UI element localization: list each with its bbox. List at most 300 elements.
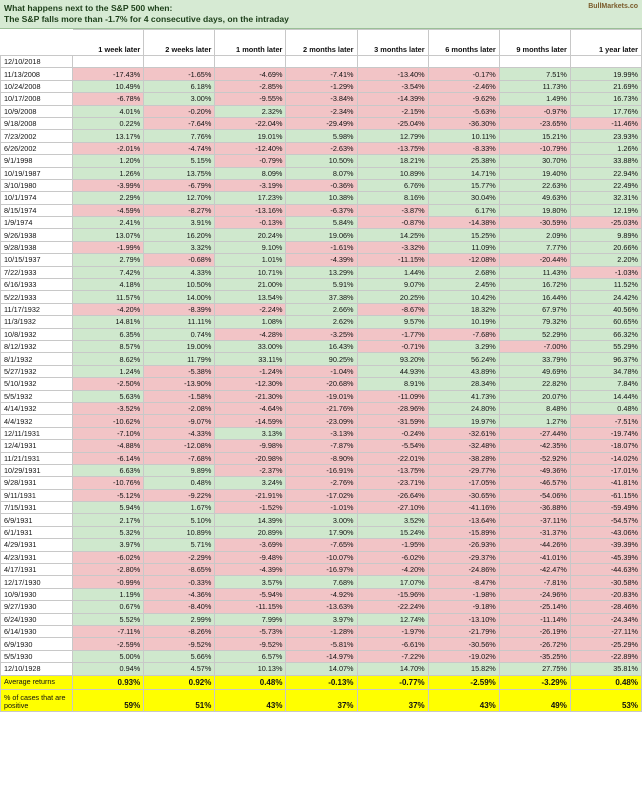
return-cell: -4.39% [286, 254, 357, 266]
return-cell: -13.64% [428, 514, 499, 526]
table-row [1, 266, 642, 278]
row-date-cell: 10/9/2008 [1, 105, 73, 117]
return-cell: -2.01% [73, 142, 144, 154]
return-cell: -29.77% [428, 464, 499, 476]
row-date-cell: 4/14/1932 [1, 402, 73, 414]
return-cell: -9.62% [428, 93, 499, 105]
average-return-value: -3.29% [499, 675, 570, 689]
return-cell: -7.11% [73, 625, 144, 637]
return-cell: 6.35% [73, 328, 144, 340]
return-cell: 2.99% [144, 613, 215, 625]
row-date-cell: 10/19/1987 [1, 167, 73, 179]
return-cell: 90.25% [286, 353, 357, 365]
row-date-cell: 12/10/2018 [1, 56, 73, 68]
return-cell: 19.00% [144, 340, 215, 352]
table-row [1, 514, 642, 526]
table-row [1, 340, 642, 352]
return-cell: -11.15% [215, 601, 286, 613]
return-cell: -9.98% [215, 440, 286, 452]
return-cell: -7.41% [286, 68, 357, 80]
return-cell: 3.00% [286, 514, 357, 526]
return-cell: -11.15% [357, 254, 428, 266]
return-cell [215, 56, 286, 68]
return-cell: 20.07% [499, 390, 570, 402]
row-date-cell: 11/21/1931 [1, 452, 73, 464]
row-date-cell: 10/15/1937 [1, 254, 73, 266]
return-cell: -8.40% [144, 601, 215, 613]
return-cell: 14.07% [286, 663, 357, 675]
return-cell: 23.93% [570, 130, 641, 142]
return-cell: -11.14% [499, 613, 570, 625]
return-cell: 3.32% [144, 241, 215, 253]
return-cell: -22.01% [357, 452, 428, 464]
return-cell: 17.90% [286, 526, 357, 538]
return-cell: -2.63% [286, 142, 357, 154]
table-header [1, 30, 642, 56]
return-cell: -52.92% [499, 452, 570, 464]
return-cell: -2.29% [144, 551, 215, 563]
return-cell: -27.10% [357, 502, 428, 514]
return-cell: 4.18% [73, 279, 144, 291]
return-cell: -24.86% [428, 564, 499, 576]
return-cell: 19.97% [428, 415, 499, 427]
row-date-cell: 5/27/1932 [1, 365, 73, 377]
table-row [1, 93, 642, 105]
return-cell: 5.10% [144, 514, 215, 526]
return-cell: 1.24% [73, 365, 144, 377]
return-cell: 0.48% [144, 477, 215, 489]
return-cell: -0.13% [215, 217, 286, 229]
return-cell: -43.06% [570, 526, 641, 538]
return-cell: 14.00% [144, 291, 215, 303]
table-row [1, 80, 642, 92]
return-cell: 1.01% [215, 254, 286, 266]
return-cell: 10.50% [286, 155, 357, 167]
return-cell: 7.68% [286, 576, 357, 588]
return-cell: 13.17% [73, 130, 144, 142]
header-band [0, 0, 642, 29]
return-cell: -39.39% [570, 539, 641, 551]
return-cell: -3.99% [73, 179, 144, 191]
return-cell: 2.79% [73, 254, 144, 266]
return-cell: 40.56% [570, 303, 641, 315]
column-header: 2 weeks later [144, 30, 215, 56]
return-cell [144, 56, 215, 68]
row-date-cell: 4/17/1931 [1, 564, 73, 576]
return-cell: 52.29% [499, 328, 570, 340]
return-cell: 14.81% [73, 316, 144, 328]
table-row [1, 229, 642, 241]
return-cell: -21.91% [215, 489, 286, 501]
table-row [1, 415, 642, 427]
return-cell: 1.27% [499, 415, 570, 427]
return-cell: 9.89% [570, 229, 641, 241]
return-cell: -8.47% [428, 576, 499, 588]
row-date-cell: 11/17/1932 [1, 303, 73, 315]
average-return-value: -0.77% [357, 675, 428, 689]
table-row [1, 601, 642, 613]
return-cell: -59.49% [570, 502, 641, 514]
row-date-cell: 12/4/1931 [1, 440, 73, 452]
row-date-cell: 7/22/1933 [1, 266, 73, 278]
return-cell: -24.96% [499, 588, 570, 600]
return-cell: 1.08% [215, 316, 286, 328]
return-cell: -9.22% [144, 489, 215, 501]
row-date-cell: 6/1/1931 [1, 526, 73, 538]
return-cell: 66.32% [570, 328, 641, 340]
return-cell: 5.63% [73, 390, 144, 402]
return-cell: -1.28% [286, 625, 357, 637]
return-cell: -21.30% [215, 390, 286, 402]
return-cell: 5.00% [73, 650, 144, 662]
return-cell [73, 56, 144, 68]
return-cell: -30.65% [428, 489, 499, 501]
return-cell: 9.10% [215, 241, 286, 253]
row-date-cell: 6/24/1930 [1, 613, 73, 625]
return-cell: -26.64% [357, 489, 428, 501]
return-cell: 43.89% [428, 365, 499, 377]
average-returns-row [1, 675, 642, 689]
return-cell: 12.79% [357, 130, 428, 142]
return-cell: 22.82% [499, 378, 570, 390]
return-cell: 5.84% [286, 217, 357, 229]
return-cell: 2.68% [428, 266, 499, 278]
return-cell: 33.88% [570, 155, 641, 167]
return-cell: -6.14% [73, 452, 144, 464]
return-cell: 5.91% [286, 279, 357, 291]
table-row [1, 155, 642, 167]
table-row [1, 502, 642, 514]
return-cell: -61.15% [570, 489, 641, 501]
return-cell: -0.36% [286, 179, 357, 191]
return-cell: 12.74% [357, 613, 428, 625]
return-cell: -15.96% [357, 588, 428, 600]
return-cell: 16.72% [499, 279, 570, 291]
return-cell: -11.09% [357, 390, 428, 402]
row-date-cell: 12/10/1928 [1, 663, 73, 675]
column-header: 1 week later [73, 30, 144, 56]
return-cell: 17.23% [215, 192, 286, 204]
row-date-cell: 10/1/1974 [1, 192, 73, 204]
return-cell: -8.33% [428, 142, 499, 154]
return-cell: 2.32% [215, 105, 286, 117]
return-cell: -3.84% [286, 93, 357, 105]
table-row [1, 192, 642, 204]
return-cell: 20.66% [570, 241, 641, 253]
brand-label: BullMarkets.co [588, 3, 638, 10]
return-cell: -16.97% [286, 564, 357, 576]
return-cell: -36.30% [428, 117, 499, 129]
return-cell: 3.97% [286, 613, 357, 625]
return-cell: -8.26% [144, 625, 215, 637]
return-cell: -3.52% [73, 402, 144, 414]
header-row [1, 30, 642, 56]
return-cell: 6.18% [144, 80, 215, 92]
return-cell: -0.99% [73, 576, 144, 588]
return-cell: -4.69% [215, 68, 286, 80]
return-cell: 10.71% [215, 266, 286, 278]
return-cell: -1.01% [286, 502, 357, 514]
return-cell: -37.11% [499, 514, 570, 526]
return-cell: 4.57% [144, 663, 215, 675]
return-cell: -0.33% [144, 576, 215, 588]
return-cell: 79.32% [499, 316, 570, 328]
table-row [1, 68, 642, 80]
return-cell: 35.81% [570, 663, 641, 675]
return-cell: -12.40% [215, 142, 286, 154]
row-date-cell: 8/15/1974 [1, 204, 73, 216]
return-cell: 15.82% [428, 663, 499, 675]
return-cell: -7.68% [144, 452, 215, 464]
return-cell: -9.52% [215, 638, 286, 650]
return-cell: -2.76% [286, 477, 357, 489]
row-date-cell: 10/8/1932 [1, 328, 73, 340]
return-cell: -4.39% [215, 564, 286, 576]
return-cell: 3.13% [215, 427, 286, 439]
table-row [1, 526, 642, 538]
return-cell: 11.73% [499, 80, 570, 92]
table-footer [1, 675, 642, 711]
return-cell: 22.63% [499, 179, 570, 191]
table-row [1, 440, 642, 452]
column-header: 9 months later [499, 30, 570, 56]
return-cell: 20.25% [357, 291, 428, 303]
return-cell: -23.09% [286, 415, 357, 427]
return-cell: 3.91% [144, 217, 215, 229]
return-cell [286, 56, 357, 68]
return-cell: -14.02% [570, 452, 641, 464]
return-cell: -36.88% [499, 502, 570, 514]
return-cell: 14.71% [428, 167, 499, 179]
return-cell: -30.59% [499, 217, 570, 229]
return-cell: 49.69% [499, 365, 570, 377]
return-cell: 10.89% [144, 526, 215, 538]
return-cell: 8.16% [357, 192, 428, 204]
percent-positive-value: 37% [286, 689, 357, 711]
return-cell: 2.17% [73, 514, 144, 526]
return-cell: -8.67% [357, 303, 428, 315]
table-row [1, 489, 642, 501]
average-return-value: -2.59% [428, 675, 499, 689]
return-cell: 10.89% [357, 167, 428, 179]
return-cell: -3.13% [286, 427, 357, 439]
return-cell: 55.29% [570, 340, 641, 352]
table-row [1, 390, 642, 402]
return-cell: 5.71% [144, 539, 215, 551]
return-cell: 3.57% [215, 576, 286, 588]
return-cell: -44.63% [570, 564, 641, 576]
table-row [1, 650, 642, 662]
return-cell: -2.24% [215, 303, 286, 315]
return-cell: 2.66% [286, 303, 357, 315]
return-cell: -3.87% [357, 204, 428, 216]
return-cell: 24.80% [428, 402, 499, 414]
return-cell: -14.59% [215, 415, 286, 427]
return-cell: 0.22% [73, 117, 144, 129]
table-row [1, 625, 642, 637]
return-cell: -6.78% [73, 93, 144, 105]
return-cell: -3.54% [357, 80, 428, 92]
return-cell: 22.49% [570, 179, 641, 191]
return-cell: -4.20% [73, 303, 144, 315]
return-cell: 10.11% [428, 130, 499, 142]
return-cell: -9.48% [215, 551, 286, 563]
table-body [1, 56, 642, 676]
table-row [1, 130, 642, 142]
row-date-cell: 5/22/1933 [1, 291, 73, 303]
row-date-cell: 12/11/1931 [1, 427, 73, 439]
return-cell: -7.10% [73, 427, 144, 439]
return-cell: 11.52% [570, 279, 641, 291]
row-date-cell: 1/9/1974 [1, 217, 73, 229]
return-cell: 28.34% [428, 378, 499, 390]
percent-positive-value: 43% [428, 689, 499, 711]
return-cell: 8.07% [286, 167, 357, 179]
return-cell: -0.71% [357, 340, 428, 352]
return-cell: -8.65% [144, 564, 215, 576]
return-cell: -22.89% [570, 650, 641, 662]
return-cell: -1.65% [144, 68, 215, 80]
return-cell: -20.83% [570, 588, 641, 600]
return-cell: 96.37% [570, 353, 641, 365]
return-cell: 9.89% [144, 464, 215, 476]
row-date-cell: 4/23/1931 [1, 551, 73, 563]
return-cell: 2.29% [73, 192, 144, 204]
percent-positive-value: 59% [73, 689, 144, 711]
return-cell: 7.84% [570, 378, 641, 390]
return-cell: 10.19% [428, 316, 499, 328]
return-cell: 18.32% [428, 303, 499, 315]
return-cell: -1.77% [357, 328, 428, 340]
table-corner-cell [1, 30, 73, 56]
return-cell: -29.37% [428, 551, 499, 563]
return-cell: 7.77% [499, 241, 570, 253]
row-date-cell: 9/26/1938 [1, 229, 73, 241]
return-cell: 14.70% [357, 663, 428, 675]
row-date-cell: 12/17/1930 [1, 576, 73, 588]
return-cell: -54.57% [570, 514, 641, 526]
return-cell: -10.79% [499, 142, 570, 154]
return-cell: 37.38% [286, 291, 357, 303]
return-cell: 20.89% [215, 526, 286, 538]
return-cell: 3.29% [428, 340, 499, 352]
return-cell: 13.75% [144, 167, 215, 179]
row-date-cell: 9/28/1931 [1, 477, 73, 489]
return-cell: -4.92% [286, 588, 357, 600]
return-cell: 24.42% [570, 291, 641, 303]
return-cell: 13.07% [73, 229, 144, 241]
return-cell: -26.72% [499, 638, 570, 650]
return-cell: -41.01% [499, 551, 570, 563]
table-row [1, 328, 642, 340]
table-row [1, 663, 642, 675]
return-cell: 18.21% [357, 155, 428, 167]
return-cell: -7.87% [286, 440, 357, 452]
return-cell: -1.97% [357, 625, 428, 637]
table-row [1, 638, 642, 650]
return-cell: -1.03% [570, 266, 641, 278]
return-cell: -5.54% [357, 440, 428, 452]
return-cell: 9.57% [357, 316, 428, 328]
return-cell: 49.63% [499, 192, 570, 204]
return-cell: -1.52% [215, 502, 286, 514]
row-date-cell: 7/15/1931 [1, 502, 73, 514]
row-date-cell: 11/13/2008 [1, 68, 73, 80]
return-cell: 11.43% [499, 266, 570, 278]
return-cell: -19.74% [570, 427, 641, 439]
return-cell: 11.11% [144, 316, 215, 328]
return-cell: 2.62% [286, 316, 357, 328]
table-row [1, 241, 642, 253]
average-return-value: -0.13% [286, 675, 357, 689]
return-cell: -13.90% [144, 378, 215, 390]
return-cell: -0.79% [215, 155, 286, 167]
percent-positive-label: % of cases that are positive [1, 689, 73, 711]
return-cell: 2.41% [73, 217, 144, 229]
return-cell: 19.80% [499, 204, 570, 216]
return-cell [428, 56, 499, 68]
row-date-cell: 10/17/2008 [1, 93, 73, 105]
return-cell: 1.49% [499, 93, 570, 105]
return-cell: -7.81% [499, 576, 570, 588]
return-cell: 10.42% [428, 291, 499, 303]
return-cell: -7.68% [428, 328, 499, 340]
return-cell: -1.95% [357, 539, 428, 551]
return-cell: 9.07% [357, 279, 428, 291]
return-cell: -2.80% [73, 564, 144, 576]
table-row [1, 378, 642, 390]
return-cell: -1.61% [286, 241, 357, 253]
return-cell: -5.12% [73, 489, 144, 501]
table-row [1, 353, 642, 365]
return-cell: 16.44% [499, 291, 570, 303]
column-header: 1 month later [215, 30, 286, 56]
table-row [1, 303, 642, 315]
return-cell: 10.13% [215, 663, 286, 675]
return-cell: 5.32% [73, 526, 144, 538]
return-cell: 8.91% [357, 378, 428, 390]
table-row [1, 564, 642, 576]
return-cell: -41.16% [428, 502, 499, 514]
table-row [1, 365, 642, 377]
return-cell: -0.87% [357, 217, 428, 229]
return-cell: -28.96% [357, 402, 428, 414]
return-cell: 5.52% [73, 613, 144, 625]
row-date-cell: 9/28/1938 [1, 241, 73, 253]
return-cell: 56.24% [428, 353, 499, 365]
row-date-cell: 6/9/1930 [1, 638, 73, 650]
return-cell: -14.38% [428, 217, 499, 229]
return-cell: -1.04% [286, 365, 357, 377]
return-cell: 3.00% [144, 93, 215, 105]
return-cell: -2.50% [73, 378, 144, 390]
return-cell: -4.74% [144, 142, 215, 154]
return-cell: -46.57% [499, 477, 570, 489]
percent-positive-value: 53% [570, 689, 641, 711]
return-cell: -5.38% [144, 365, 215, 377]
return-cell: -44.26% [499, 539, 570, 551]
return-cell: -42.35% [499, 440, 570, 452]
return-cell: 11.57% [73, 291, 144, 303]
return-cell: 7.76% [144, 130, 215, 142]
return-cell: 2.09% [499, 229, 570, 241]
return-cell: 21.00% [215, 279, 286, 291]
return-cell: -9.18% [428, 601, 499, 613]
return-cell: -1.98% [428, 588, 499, 600]
return-cell: -7.00% [499, 340, 570, 352]
row-date-cell: 7/23/2002 [1, 130, 73, 142]
return-cell [570, 56, 641, 68]
